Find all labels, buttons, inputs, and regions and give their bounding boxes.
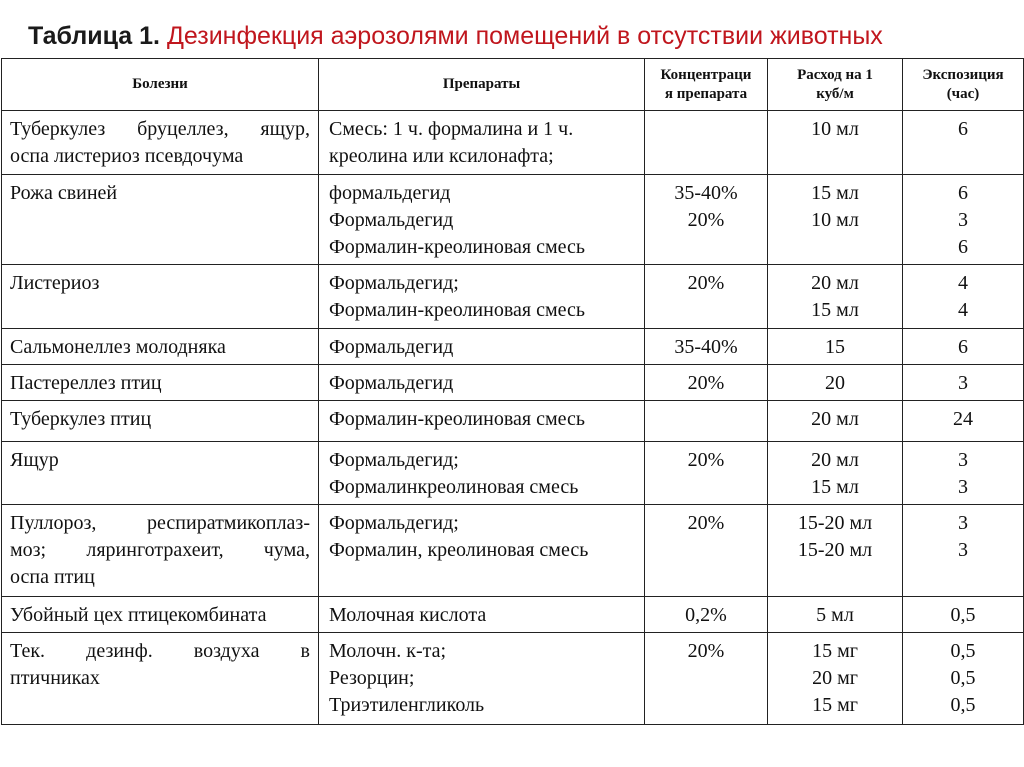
cell-exposure-line: 0,5 — [950, 604, 976, 626]
cell-exposure — [903, 365, 1024, 401]
cell-consumption — [768, 329, 903, 365]
cell-concentration-line: 20% — [687, 640, 725, 662]
cell-concentration — [645, 442, 768, 505]
cell-disease — [2, 505, 319, 597]
cell-exposure — [903, 401, 1024, 442]
cell-drugs — [319, 401, 645, 442]
cell-drugs-line: Формалинкреолиновая смесь — [329, 476, 579, 498]
cell-drugs-line: Формалин-креолиновая смесь — [329, 299, 585, 321]
cell-consumption — [768, 175, 903, 265]
cell-consumption-line: 15 мг — [812, 640, 858, 662]
cell-drugs-line: Смесь: 1 ч. формалина и 1 ч. — [329, 118, 574, 140]
header-concentration: Концентраци я препарата — [645, 59, 768, 111]
cell-exposure-line: 6 — [958, 336, 968, 358]
cell-exposure-line: 3 — [958, 449, 968, 471]
cell-drugs — [319, 505, 645, 597]
cell-disease-line: Пуллороз, респиратмикоплаз- — [10, 512, 310, 534]
cell-disease-line: Туберкулез бруцеллез, ящур, — [10, 118, 310, 140]
cell-disease-line: Сальмонеллез молодняка — [10, 336, 226, 358]
table-body — [2, 111, 1024, 725]
cell-disease — [2, 597, 319, 633]
cell-drugs-line: Формальдегид; — [329, 272, 459, 294]
cell-exposure-line: 0,5 — [950, 667, 976, 689]
cell-drugs — [319, 265, 645, 329]
cell-drugs-line: формальдегид — [329, 182, 451, 204]
table-row — [2, 597, 1024, 633]
cell-disease — [2, 175, 319, 265]
cell-consumption — [768, 633, 903, 725]
cell-drugs-line: Формалин-креолиновая смесь — [329, 408, 585, 430]
cell-drugs-line: креолина или ксилонафта; — [329, 145, 554, 167]
cell-consumption — [768, 505, 903, 597]
table-row — [2, 505, 1024, 597]
cell-concentration — [645, 505, 768, 597]
cell-exposure-line: 3 — [958, 476, 968, 498]
cell-disease-line: Ящур — [10, 449, 59, 471]
cell-exposure-line: 3 — [958, 512, 968, 534]
cell-concentration — [645, 597, 768, 633]
cell-consumption-line: 20 мг — [812, 667, 858, 689]
cell-exposure-line: 4 — [958, 299, 968, 321]
cell-consumption-line: 15 — [825, 336, 845, 358]
cell-drugs — [319, 633, 645, 725]
cell-exposure — [903, 505, 1024, 597]
cell-concentration-line: 20% — [687, 449, 725, 471]
cell-concentration — [645, 175, 768, 265]
cell-disease — [2, 265, 319, 329]
table-row — [2, 365, 1024, 401]
cell-exposure — [903, 597, 1024, 633]
cell-consumption-line: 15-20 мл — [797, 539, 873, 561]
cell-concentration-line: 20% — [687, 209, 725, 231]
cell-drugs-line: Триэтиленгликоль — [329, 694, 485, 716]
cell-consumption-line: 10 мл — [811, 209, 859, 231]
cell-drugs — [319, 442, 645, 505]
cell-disease — [2, 442, 319, 505]
cell-drugs — [319, 175, 645, 265]
cell-exposure — [903, 442, 1024, 505]
cell-consumption-line: 15 мг — [812, 694, 858, 716]
cell-disease-line: птичниках — [10, 667, 100, 689]
header-disease: Болезни — [2, 59, 319, 111]
cell-disease-line: Тек. дезинф. воздуха в — [10, 640, 310, 662]
cell-disease-line: оспа птиц — [10, 566, 95, 588]
cell-exposure-line: 24 — [953, 408, 973, 430]
cell-drugs-line: Молочная кислота — [329, 604, 487, 626]
cell-drugs — [319, 365, 645, 401]
cell-concentration — [645, 265, 768, 329]
cell-concentration — [645, 111, 768, 175]
cell-drugs — [319, 597, 645, 633]
header-consumption: Расход на 1 куб/м — [768, 59, 903, 111]
cell-exposure — [903, 633, 1024, 725]
cell-exposure — [903, 329, 1024, 365]
table-row — [2, 633, 1024, 725]
cell-consumption-line: 20 мл — [811, 408, 859, 430]
cell-concentration — [645, 633, 768, 725]
cell-consumption — [768, 401, 903, 442]
cell-exposure-line: 6 — [958, 118, 968, 140]
cell-disease — [2, 111, 319, 175]
cell-consumption-line: 15 мл — [811, 299, 859, 321]
cell-disease-line: Пастереллез птиц — [10, 372, 162, 394]
cell-disease-line: моз; ляринготрахеит, чума, — [10, 539, 310, 561]
cell-consumption — [768, 442, 903, 505]
cell-concentration-line: 20% — [687, 372, 725, 394]
cell-consumption-line: 15 мл — [811, 476, 859, 498]
table-row — [2, 401, 1024, 442]
cell-consumption — [768, 265, 903, 329]
table-row — [2, 329, 1024, 365]
cell-disease-line: Туберкулез птиц — [10, 408, 152, 430]
cell-concentration-line: 35-40% — [674, 336, 738, 358]
cell-disease-line: Убойный цех птицекомбината — [10, 604, 267, 626]
cell-drugs-line: Формальдегид — [329, 209, 454, 231]
cell-consumption-line: 15 мл — [811, 182, 859, 204]
cell-concentration-line: 20% — [687, 272, 725, 294]
cell-drugs-line: Формальдегид; — [329, 449, 459, 471]
cell-drugs-line: Формалин-креолиновая смесь — [329, 236, 585, 258]
cell-disease-line: Рожа свиней — [10, 182, 118, 204]
cell-drugs-line: Формалин, креолиновая смесь — [329, 539, 589, 561]
cell-exposure-line: 6 — [958, 182, 968, 204]
cell-drugs-line: Формальдегид — [329, 372, 454, 394]
cell-disease — [2, 401, 319, 442]
cell-exposure — [903, 175, 1024, 265]
table-row — [2, 111, 1024, 175]
table-row — [2, 265, 1024, 329]
page-title — [28, 16, 883, 56]
cell-consumption — [768, 597, 903, 633]
cell-drugs — [319, 111, 645, 175]
table-title: Дезинфекция аэрозолями помещений в отсутствии животных — [166, 22, 883, 50]
cell-consumption — [768, 111, 903, 175]
cell-exposure-line: 0,5 — [950, 694, 976, 716]
cell-exposure-line: 0,5 — [950, 640, 976, 662]
cell-drugs-line: Молочн. к-та; — [329, 640, 447, 662]
cell-drugs-line: Формальдегид; — [329, 512, 459, 534]
cell-disease — [2, 365, 319, 401]
cell-consumption-line: 15-20 мл — [797, 512, 873, 534]
cell-concentration — [645, 365, 768, 401]
cell-disease — [2, 633, 319, 725]
cell-concentration-line: 20% — [687, 512, 725, 534]
header-drug: Препараты — [319, 59, 645, 111]
table-row — [2, 442, 1024, 505]
cell-consumption-line: 20 мл — [811, 272, 859, 294]
cell-exposure — [903, 265, 1024, 329]
cell-disease-line: оспа листериоз псевдочума — [10, 145, 244, 167]
cell-consumption-line: 10 мл — [811, 118, 859, 140]
cell-concentration — [645, 401, 768, 442]
disinfection-table — [1, 58, 1024, 725]
cell-drugs-line: Формальдегид — [329, 336, 454, 358]
cell-concentration-line: 35-40% — [674, 182, 738, 204]
cell-consumption-line: 5 мл — [816, 604, 854, 626]
cell-exposure-line: 3 — [958, 209, 968, 231]
cell-consumption-line: 20 мл — [811, 449, 859, 471]
table-header-row — [2, 59, 1024, 111]
cell-disease — [2, 329, 319, 365]
cell-exposure — [903, 111, 1024, 175]
cell-exposure-line: 6 — [958, 236, 968, 258]
cell-exposure-line: 4 — [958, 272, 968, 294]
cell-disease-line: Листериоз — [10, 272, 100, 294]
cell-concentration — [645, 329, 768, 365]
cell-consumption — [768, 365, 903, 401]
cell-consumption-line: 20 — [825, 372, 845, 394]
cell-drugs-line: Резорцин; — [329, 667, 415, 689]
table-number: Таблица 1. — [28, 22, 160, 50]
cell-drugs — [319, 329, 645, 365]
cell-exposure-line: 3 — [958, 539, 968, 561]
table-row — [2, 175, 1024, 265]
cell-concentration-line: 0,2% — [685, 604, 727, 626]
cell-exposure-line: 3 — [958, 372, 968, 394]
header-exposure: Экспозиция (час) — [903, 59, 1024, 111]
